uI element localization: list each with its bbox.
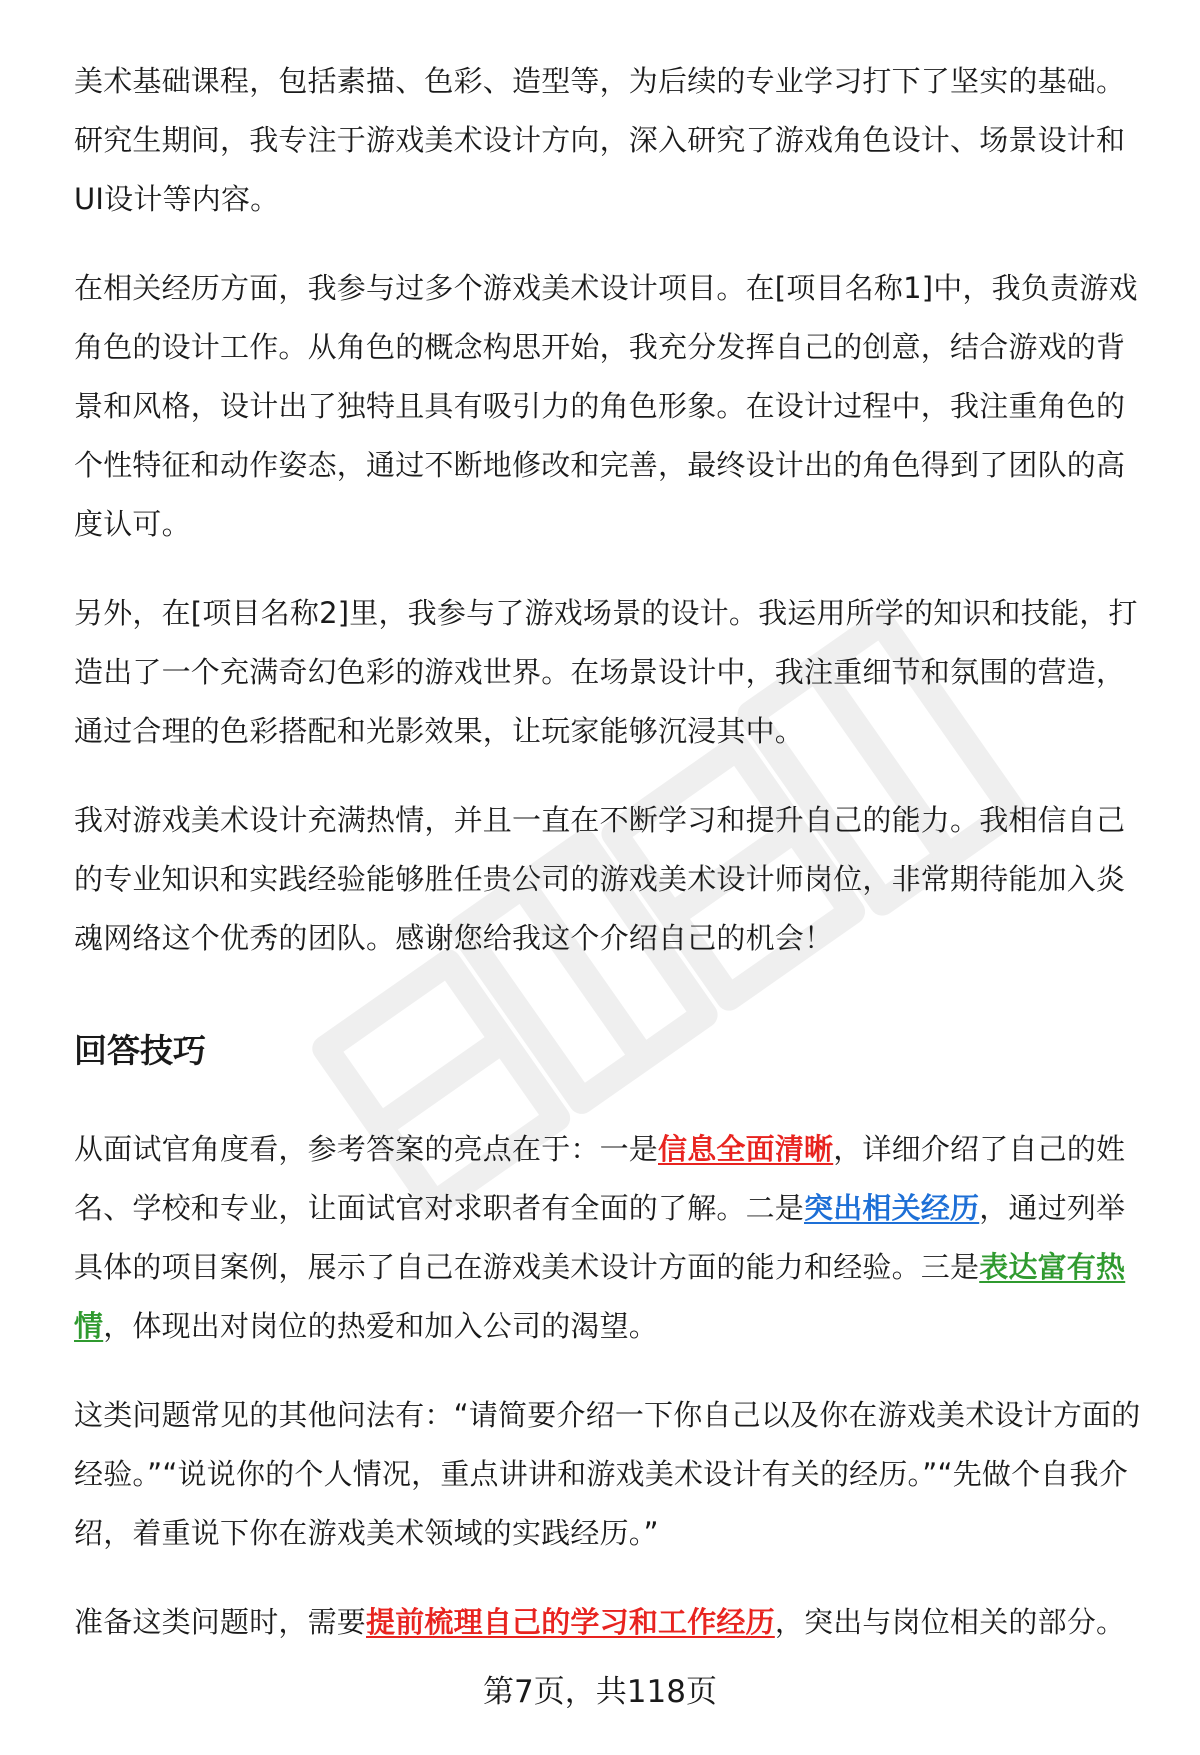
paragraph-project-2: 另外，在[项目名称2]里，我参与了游戏场景的设计。我运用所学的知识和技能，打造出了一个充满奇幻色彩的游戏世界。在场景设计中，我注重细节和氛围的营造，通过合理的色彩搭配和光影效果，让玩家能够沉浸其中。 — [74, 596, 1138, 748]
tips-end: ，体现出对岗位的热爱和加入公司的渴望。 — [103, 1309, 659, 1343]
paragraph-prep — [74, 1593, 1154, 1652]
prep-end: ，突出与岗位相关的部分。 — [774, 1605, 1126, 1639]
paragraph-education: 美术基础课程，包括素描、色彩、造型等，为后续的专业学习打下了坚实的基础。研究生期间，我专注于游戏美术设计方向，深入研究了游戏角色设计、场景设计和UI设计等内容。 — [74, 64, 1126, 216]
tips-mid-2: ，通过列举具体的项目案例，展示了自己在游戏美术设计方面的能力和经验。三是 — [74, 1191, 1126, 1284]
highlight-info-clear: 信息全面清晰 — [658, 1132, 834, 1166]
section-heading: 回答技巧 — [74, 1031, 206, 1070]
paragraph-closing: 我对游戏美术设计充满热情，并且一直在不断学习和提升自己的能力。我相信自己的专业知识和实践经验能够胜任贵公司的游戏美术设计师岗位，非常期待能加入炎魂网络这个优秀的团队。感谢您给我这个介绍自己的机会！ — [74, 803, 1126, 955]
document-page — [74, 52, 1154, 1682]
tips-mid-1: ，详细介绍了自己的姓名、学校和专业，让面试官对求职者有全面的了解。二是 — [74, 1132, 1126, 1225]
prep-intro: 准备这类问题时，需要 — [74, 1605, 367, 1639]
paragraph-variants: 这类问题常见的其他问法有：“请简要介绍一下你自己以及你在游戏美术设计方面的经验。”“说说你的个人情况，重点讲讲和游戏美术设计有关的经历。”“先做个自我介绍，着重说下你在游戏美术领域的实践经历。” — [74, 1398, 1141, 1550]
tips-intro: 从面试官角度看，参考答案的亮点在于：一是 — [74, 1132, 659, 1166]
paragraph-project-1: 在相关经历方面，我参与过多个游戏美术设计项目。在[项目名称1]中，我负责游戏角色的设计工作。从角色的概念构思开始，我充分发挥自己的创意，结合游戏的背景和风格，设计出了独特且具有吸引力的角色形象。在设计过程中，我注重角色的个性特征和动作姿态，通过不断地修改和完善，最终设计出的角色得到了团队的高度认可。 — [74, 271, 1138, 541]
highlight-passion: 表达富有热情 — [74, 1250, 1126, 1343]
highlight-related-experience: 突出相关经历 — [804, 1191, 980, 1225]
paragraph-tips — [74, 1120, 1154, 1356]
highlight-prep: 提前梳理自己的学习和工作经历 — [366, 1605, 775, 1639]
page-number: 第7页，共118页 — [483, 1674, 717, 1710]
